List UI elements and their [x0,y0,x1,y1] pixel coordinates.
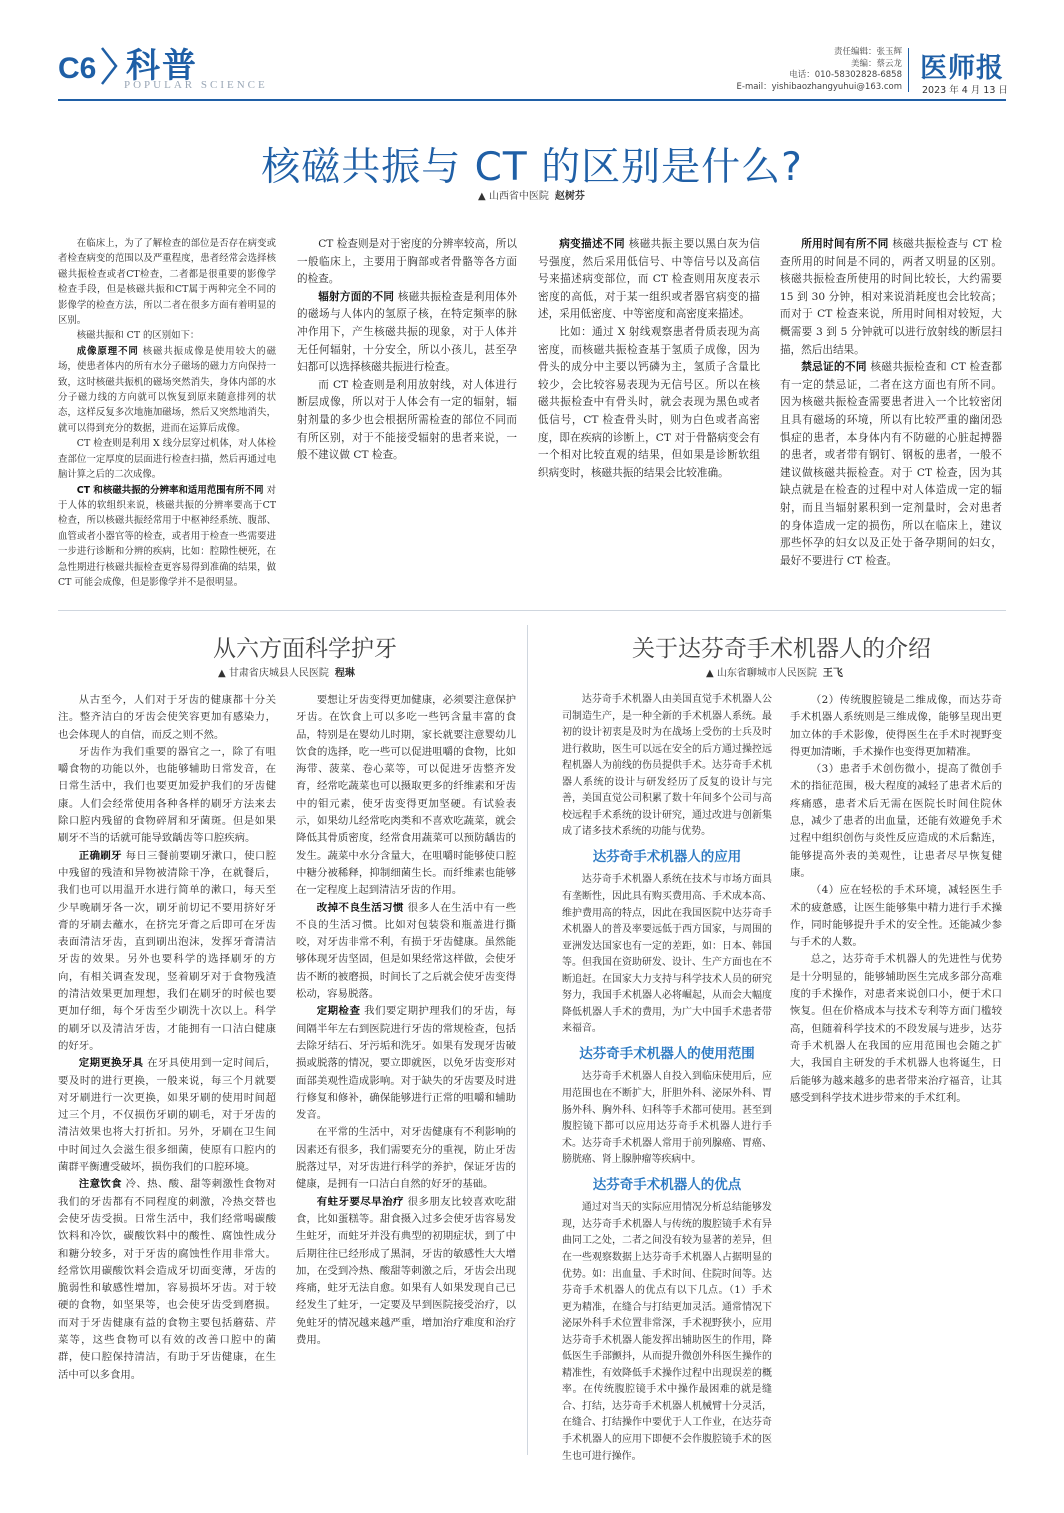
paragraph: 牙齿作为我们重要的器官之一，除了有咀嚼食物的功能以外，也能够辅助日常发音，在日常生活中，我们也要更加爱护我们的牙齿健康。人们会经常使用各种各样的刷牙方法来去除口腔内残留的食物碎屑和牙菌斑。但是如果刷牙不当的话就可能导致龋齿等口腔疾病。 [58,745,276,845]
section-subtitle: POPULAR SCIENCE [124,79,268,91]
paragraph: 正确刷牙 每日三餐前要刷牙漱口，使口腔中残留的残渣和异物被清除干净，在就餐后，我们也可以用温开水进行简单的漱口，每天至少早晚刷牙各一次，刷牙前切记不要用挤好牙膏的牙刷去蘸水，在挤完牙膏之后即可在牙齿表面清洁牙齿，直到刷出泡沫，发挥牙膏清洁牙齿的效果。另外也要科学的选择刷牙的方向，有相关调查发现，竖着刷牙对于食物残渣的清洁效果更加理想，我们在刷牙的时候也要更加仔细，每个牙齿至少刷洗十次以上。科学的刷牙以及清洁牙齿，才能拥有一口洁白健康的好牙。 [58,849,276,1052]
chevron-right-icon [98,44,120,88]
header-rule [58,99,1006,101]
article2-col1 [58,692,276,1384]
article2-title: 从六方面科学护牙 [213,636,397,662]
paragraph: CT 和核磁共振的分辨率和适用范围有所不同 对于人体的软组织来说，核磁共振的分辨率要高于CT检查，所以核磁共振经常用于中枢神经系统、腹部、血管或者小器官等的检查，或者用于检查一些需要进一步进行诊断和分辨的疾病，比如：腔隙性梗死，在急性期进行核磁共振检查更容易得到准确的结果，做 CT 可能会成像，但是影像学并不是很明显。 [58,484,276,588]
byline-author: 王飞 [822,668,843,679]
article1-byline [478,187,585,202]
paragraph: （3）患者手术创伤微小，提高了微创手术的指征范围，极大程度的减轻了患者术后的疼痛感，患者术后无需在医院长时间住院休息，减少了患者的出血量，还能有效避免手术过程中组织创伤与炎性反应造成的术后黏连，能够提高外表的美观性，让患者尽早恢复健康。 [790,763,1002,879]
column-divider [527,625,528,1455]
paragraph: 核磁共振和 CT 的区别如下： [76,330,200,342]
byline-author: 赵树芬 [554,191,585,202]
byline-org: ▲ 山西省中医院 [478,191,549,202]
paragraph: 成像原理不同 核磁共振成像是使用较大的磁场，使患者体内的所有水分子磁场的磁力方向保持一致，这时核磁共振机的磁场突然消失，身体内部的水分子磁力线的方向就可以恢复到原来随意排列的状态，这样反复多次地施加磁场，然后又突然地消失，就可以得到充分的数据，进而在运算后成像。 [58,345,276,434]
paragraph: 要想让牙齿变得更加健康，必须要注意保护牙齿。在饮食上可以多吃一些钙含量丰富的食品，特别是在婴幼儿时期，家长就要注意婴幼儿饮食的选择，吃一些可以促进咀嚼的食物，比如海带、菠菜、卷心菜等，可以促进牙齿整齐发育，经常吃蔬菜也可以摄取更多的纤维素和牙齿中的钼元素，使牙齿变得更加坚硬。有试验表示，如果幼儿经常吃肉类和不喜欢吃蔬菜，就会降低其骨质密度，经常食用蔬菜可以预防龋齿的发生。蔬菜中水分含量大，在咀嚼时能够使口腔中糖分被稀释，抑制细菌生长。而纤维素也能够在一定程度上起到清洁牙齿的作用。 [296,694,516,897]
paragraph: 总之，达芬奇手术机器人的先进性与优势是十分明显的，能够辅助医生完成多部分高难度的手术操作，对患者来说创口小，便于术口恢复。但在价格成本与技术专利等方面门槛较高，但随着科学技术的不段发展与进步，达芬奇手术机器人在我国的应用范围也会随之扩大，我国自主研发的手术机器人也将诞生，日后能够为越来越多的患者带来治疗福音，让其感受到科学技术进步带来的手术红利。 [790,953,1002,1104]
paragraph: 在平常的生活中，对牙齿健康有不利影响的因素还有很多，我们需要充分的重视，防止牙齿脱落过早，对牙齿进行科学的养护，保证牙齿的健康，是拥有一口洁白自然的好牙的基础。 [296,1126,516,1191]
paragraph: CT 检查则是对于密度的分辨率较高，所以一般临床上，主要用于胸部或者骨骼等各方面的检查。 [297,238,517,286]
paragraph: 改掉不良生活习惯 很多人在生活中有一些不良的生活习惯。比如对包装袋和瓶盖进行撕咬，对牙齿非常不利，有损于牙齿健康。虽然能够体现牙齿坚固，但是如果经常这样做，会使牙齿不断的被磨损，时间长了之后就会使牙齿变得松动，容易脱落。 [296,901,516,1001]
paragraph: 病变描述不同 核磁共振主要以黑白灰为信号强度，然后采用低信号、中等信号以及高信号来描述病变部位，而 CT 检查则用灰度表示密度的高低，对于某一组织或者器官病变的描述，采用低密度、中等密度和高密度来描述。 [538,238,760,321]
subheading-advantages: 达芬奇手术机器人的优点 [592,1176,742,1193]
paragraph: 达芬奇手术机器人系统在技术与市场方面具有垄断性，因此具有购买费用高、手术成本高、维护费用高的特点，因此在我国医院中达芬奇手术机器人的普及率要远低于西方国家，与周围的亚洲发达国家也有一定的差距，如：日本、韩国等。但我国在资助研发、设计、生产方面也在不断追赶。在国家大力支持与科学技术人员的研究努力，我国手术机器人必将崛起，从而会大幅度降低机器人手术的费用，为广大中国手术患者带来福音。 [562,874,772,1035]
paragraph: 所用时间有所不同 核磁共振检查与 CT 检查所用的时间是不同的，两者又明显的区别。核磁共振检查所使用的时间比较长，大约需要 15 到 30 分钟，相对来说消耗度也会比较高；而对于 CT 检查来说，所用时间相对较短，大概需要 3 到 5 分钟就可以进行放射线的断层扫描，然后出结果。 [780,238,1002,356]
subheading-scope: 达芬奇手术机器人的使用范围 [579,1045,755,1062]
editor-info [737,47,903,93]
paragraph: 在临床上，为了了解检查的部位是否存在病变或者检查病变的范围以及严重程度，患者经常会选择核磁共振检查或者CT检查，二者都是很重要的影像学检查手段，但是核磁共振和CT属于两种完全不同的影像学的检查方法，所以二者在很多方面有着明显的区别。 [58,238,276,327]
paragraph: （4）应在轻松的手术环境，减轻医生手术的疲惫感，让医生能够集中精力进行手术操作，同时能够提升手术的安全性。还能减少参与手术的人数。 [790,884,1002,949]
article3-title: 关于达芬奇手术机器人的介绍 [632,636,931,662]
paragraph: 从古至今，人们对于牙齿的健康都十分关注。整齐洁白的牙齿会使笑容更加有感染力，也会体现人的自信，而反之则不然。 [58,694,276,741]
article1-col4 [780,236,1002,570]
paragraph: 通过对当天的实际应用情况分析总结能够发现，达芬奇手术机器人与传统的腹腔镜手术有异曲同工之处，二者之间没有较为显著的差异，但在一些观察数据上达芬奇手术机器人占据明显的优势。如：出血量、手术时间、住院时间等。达芬奇手术机器人的优点有以下几点。（1）手术更为精准，在缝合与打结更加灵活。通常情况下泌尿外科手术位置非常深，手术视野狭小，应用达芬奇手术机器人能发挥出辅助医生的作用，降低医生手部颤抖，从而提升微创外科医生操作的精准性，有效降低手术操作过程中出现误差的概率。在传统腹腔镜手术中操作最困难的就是缝合、打结，达芬奇手术机器人机械臂十分灵活，在缝合、打结操作中要优于人工作业，在达芬奇手术机器人的应用下即便不会作腹腔镜手术的医生也可进行操作。 [562,1202,772,1462]
header-divider [908,48,909,92]
article1-title: 核磁共振与 CT 的区别是什么? [261,145,803,190]
paragraph: 达芬奇手术机器人由美国直觉手术机器人公司制造生产，是一种全新的手术机器人系统。最初的设计初衷是及时为在战场上受伤的士兵及时进行救助，医生可以远在安全的后方通过操控远程机器人为前线的伤员提供手术。达芬奇手术机器人系统的设计与研发经历了反复的设计与完善，美国直觉公司积累了数十年间多个公司与高校远程手术系统的设计研究，通过改进与创新集成了诸多技术系统的功能与优势。 [562,694,772,838]
paragraph: 注意饮食 冷、热、酸、甜等刺激性食物对我们的牙齿都有不同程度的刺激，冷热交替也会使牙齿受损。日常生活中，我们经常喝碳酸饮料和冷饮，碳酸饮料中的酸性、腐蚀性成分和糖分较多，对于牙齿的腐蚀性作用非常大。经常饮用碳酸饮料会造成牙切面变薄，牙齿的脆弱性和敏感性增加，容易损坏牙齿。对于较硬的食物，如坚果等，也会使牙齿受到磨损。而对于牙齿健康有益的食物主要包括蘑菇、芹菜等，这些食物可以有效的改善口腔中的菌群，使口腔保持清洁，有助于牙齿健康，在生活中可以多食用。 [58,1178,276,1381]
newspaper-logo: 医师报 [920,53,1004,84]
paragraph: 有蛀牙要尽早治疗 很多朋友比较喜欢吃甜食，比如蛋糕等。甜食摄入过多会使牙齿容易发生蛀牙，而蛀牙并没有典型的初期症状，到了中后期往往已经形成了黑洞，牙齿的敏感性大大增加，在受到冷热、酸甜等刺激之后，牙齿会出现疼痛，蛀牙无法自愈。如果有人如果发现自己已经发生了蛀牙，一定要及早到医院接受治疗，以免蛀牙的情况越来越严重，增加治疗难度和治疗费用。 [296,1195,516,1346]
article3-byline [706,664,843,679]
paragraph: 而 CT 检查则是利用放射线，对人体进行断层成像，所以对于人体会有一定的辐射，辐射剂量的多少也会根据所需检查的部位不同而有所区别，对于不能接受辐射的患者来说，一般不建议做 CT 检查。 [297,378,517,462]
paragraph: 比如：通过 X 射线观察患者骨质表现为高密度，而核磁共振检查基于氢质子成像，因为骨头的成分中主要以钙磷为主，氢质子含量比较少，会比较容易表现为无信号区。所以在核磁共振检查中有骨头时，就会表现为黑色或者低信号，CT 检查骨头时，则为白色或者高密度，即在疾病的诊断上，CT 对于骨骼病变会有一个相对比较直观的结果，但如果是诊断软组织病变时，核磁共振的结果会比较准确。 [538,325,760,479]
byline-org: ▲ 山东省聊城市人民医院 [706,668,817,679]
info-line: 责任编辑：张玉辉 [833,47,902,57]
article1-col1 [58,236,276,590]
byline-author: 程琳 [334,668,355,679]
paragraph: 辐射方面的不同 核磁共振检查是利用体外的磁场与人体内的氢原子核，在特定频率的脉冲作用下，产生核磁共振的现象，对于人体并无任何辐射，十分安全，所以小孩儿，甚至孕妇都可以选择核磁共振进行检查。 [297,290,518,374]
info-line: 电话：010-58302828-6858 [789,70,902,80]
paragraph: 定期更换牙具 在牙具使用到一定时间后，要及时的进行更换，一般来说，每三个月就要对牙刷进行一次更换，如果牙刷的使用时间超过三个月，不仅损伤牙刷的刷毛，对于牙齿的清洁效果也将大打折扣。另外，牙刷在卫生间中时间过久会滋生很多细菌，使原有口腔内的菌群平衡遭受破坏，损伤我们的口腔环境。 [58,1057,277,1174]
article1-col3 [538,236,760,482]
article3-col2 [790,692,1002,1107]
article2-byline [218,664,355,679]
byline-org: ▲ 甘肃省庆城县人民医院 [218,668,329,679]
section-title: 科普 [126,46,198,86]
issue-date: 2023 年 4 月 13 日 [922,85,1008,96]
paragraph: CT 检查则是利用 X 线分层穿过机体，对人体检查部位一定厚度的层面进行检查扫描，然后再通过电脑计算之后的二次成像。 [58,438,276,481]
section-divider [58,610,1006,611]
paragraph: 达芬奇手术机器人自投入到临床使用后，应用范围也在不断扩大，肝胆外科、泌尿外科、胃肠外科、胸外科、妇科等手术都可使用。甚至到腹腔镜下都可以应用达芬奇手术机器人进行手术。达芬奇手术机器人常用于前列腺癌、胃癌、膀胱癌、肾上腺肿瘤等疾病中。 [562,1071,772,1166]
article2-col2 [296,692,516,1349]
article3-col1 [562,692,772,1465]
page-number: C6 [58,52,97,85]
info-line: E-mail：yishibaozhangyuhui@163.com [736,81,902,92]
paragraph: （2）传统腹腔镜是二维成像，而达芬奇手术机器人系统则是三维成像，能够呈现出更加立体的手术影像，使得医生在手术时视野变得更加清晰，手术操作也变得更加精准。 [790,694,1002,758]
paragraph: 禁忌证的不同 核磁共振检查和 CT 检查都有一定的禁忌证，二者在这方面也有所不同。因为核磁共振检查需要患者进入一个比较密闭且具有磁场的环境，所以有比较严重的幽闭恐惧症的患者，本身体内有不防磁的心脏起搏器的患者，或者带有钢钉、钢板的患者，一般不建议做核磁共振检查。对于 CT 检查，因为其缺点就是在检查的过程中对人体造成一定的辐射，而且当辐射累积到一定剂量时，会对患者的身体造成一定的损伤，所以在临床上，建议那些怀孕的妇女以及正处于备孕期间的妇女，最好不要进行 CT 检查。 [780,361,1002,567]
article1-col2 [297,236,517,465]
paragraph: 定期检查 我们要定期护理我们的牙齿，每间隔半年左右到医院进行牙齿的常规检查，包括去除牙结石、牙污垢和洗牙。如果有发现牙齿破损或脱落的情况，要立即就医，以免牙齿变形对面部美观性造成影响。对于缺失的牙齿要及时进行修复和修补，确保能够进行正常的咀嚼和辅助发音。 [296,1005,516,1122]
info-line: 美编：蔡云龙 [850,58,902,69]
subheading-application: 达芬奇手术机器人的应用 [592,848,742,865]
